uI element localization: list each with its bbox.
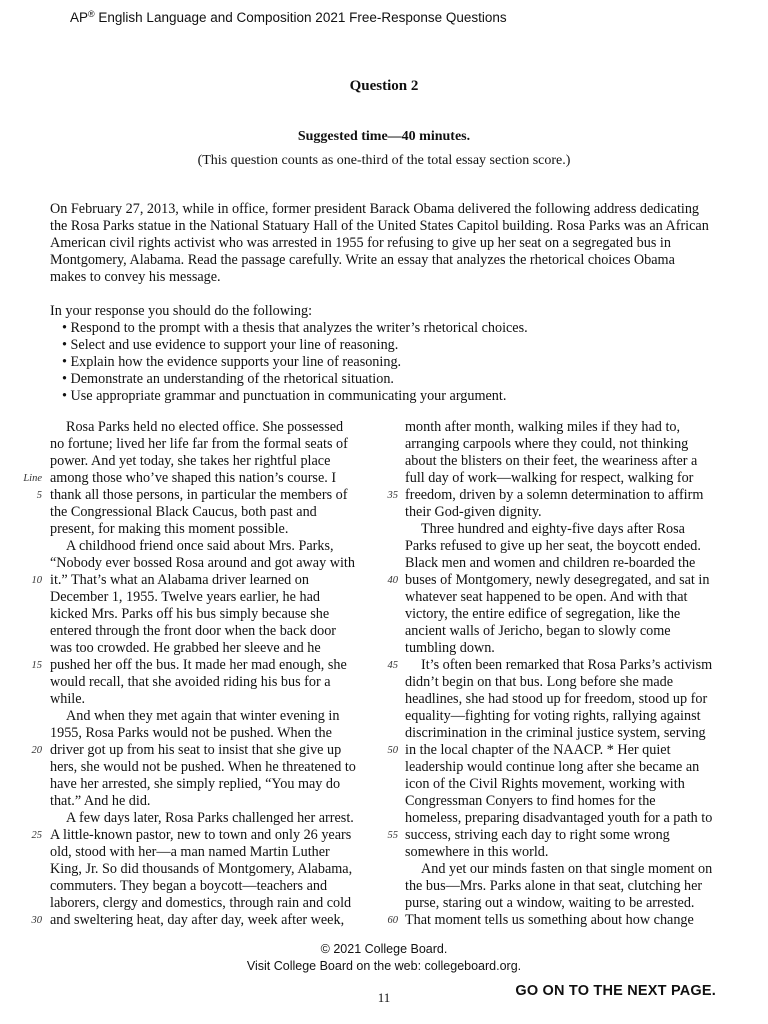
passage-line: kicked Mrs. Parks off his bus simply because she <box>50 606 330 622</box>
passage-line: old, stood with her—a man named Martin Luther <box>50 844 330 860</box>
passage-line: December 1, 1955. Twelve years earlier, he had <box>50 589 320 605</box>
line-number: 20 <box>31 745 42 756</box>
line-number: 5 <box>36 490 42 501</box>
passage-line: equality—fighting for voting rights, rallying against <box>405 708 701 724</box>
line-number: 35 <box>387 490 398 501</box>
instructions <box>50 303 720 405</box>
instruction-item: • Use appropriate grammar and punctuation in communicating your argument. <box>62 388 720 405</box>
registered-mark: ® <box>88 9 95 19</box>
passage-line: success, striving each day to right some wrong <box>405 827 670 843</box>
passage-line: tumbling down. <box>405 640 495 656</box>
passage-line: about the blisters on their feet, the weariness after a <box>405 453 698 469</box>
copyright: © 2021 College Board. <box>320 942 448 956</box>
instruction-item: • Explain how the evidence supports your line of reasoning. <box>62 354 720 371</box>
passage-line: A little-known pastor, new to town and only 26 years <box>50 827 352 843</box>
passage-line: victory, the entire edifice of segregation, like the <box>405 606 681 622</box>
passage-line: Black men and women and children re-boarded the <box>405 555 696 571</box>
go-on-notice: GO ON TO THE NEXT PAGE. <box>515 983 716 999</box>
passage-line: It’s often been remarked that Rosa Parks’s activism <box>421 657 713 673</box>
score-weight-note: (This question counts as one-third of the total essay section score.) <box>197 153 571 168</box>
passage-line: ancient walls of Jericho, began to slowly come <box>405 623 671 639</box>
passage-line: didn’t begin on that bus. Long before she made <box>405 674 674 690</box>
suggested-time: Suggested time—40 minutes. <box>297 129 471 144</box>
passage-line: icon of the Civil Rights movement, working with <box>405 776 685 792</box>
passage-line: A childhood friend once said about Mrs. Parks, <box>66 538 334 554</box>
header-title: English Language and Composition 2021 Free-Response Questions <box>94 10 507 25</box>
passage-line: the Congressional Black Caucus, both past and <box>50 504 317 520</box>
passage-line: King, Jr. So did thousands of Montgomery, Alabama, <box>50 861 353 877</box>
passage-line: and sweltering heat, day after day, week after week, <box>50 912 345 928</box>
passage-line: Congressman Conyers to find homes for the <box>405 793 656 809</box>
passage-line: headlines, she had stood up for freedom, stood up for <box>405 691 708 707</box>
passage-line: while. <box>50 691 86 707</box>
passage-line: their God-given dignity. <box>405 504 542 520</box>
passage-line: driver got up from his seat to insist that she give up <box>50 742 342 758</box>
line-number: 10 <box>31 575 42 586</box>
passage-line: that.” And he did. <box>50 793 151 809</box>
instructions-lead: In your response you should do the following: <box>50 303 313 319</box>
passage-line: pushed her off the bus. It made her mad enough, she <box>50 657 347 673</box>
instruction-item: • Respond to the prompt with a thesis that analyzes the writer’s rhetorical choices. <box>62 320 720 337</box>
passage-line: That moment tells us something about how change <box>405 912 694 928</box>
header-prefix: AP <box>70 10 89 25</box>
intro-line: On February 27, 2013, while in office, former president Barack Obama delivered the following address dedicating <box>50 201 700 217</box>
passage-line: have her arrested, she simply replied, “You may do <box>50 776 341 792</box>
line-label: Line <box>23 473 42 484</box>
passage-line: in the local chapter of the NAACP. * Her quiet <box>405 742 671 758</box>
passage-line: 1955, Rosa Parks would not be pushed. When the <box>50 725 332 741</box>
line-number: 55 <box>387 830 398 841</box>
passage-line: Parks refused to give up her seat, the boycott ended. <box>405 538 701 554</box>
line-number: 40 <box>387 575 398 586</box>
passage-line: whatever seat happened to be open. And with that <box>405 589 688 605</box>
passage-line: present, for making this moment possible. <box>50 521 289 537</box>
instruction-item: • Select and use evidence to support your line of reasoning. <box>62 337 720 354</box>
passage-line: somewhere in this world. <box>405 844 549 860</box>
passage-line: full day of work—walking for respect, walking for <box>405 470 694 486</box>
intro-line: Montgomery, Alabama. Read the passage carefully. Write an essay that analyzes the rhetorical choices Obama <box>50 252 675 268</box>
passage-column-right <box>405 419 717 929</box>
passage-line: homeless, preparing disadvantaged youth for a path to <box>405 810 713 826</box>
instruction-item: • Demonstrate an understanding of the rhetorical situation. <box>62 371 720 388</box>
passage-line: buses of Montgomery, newly desegregated, and sat in <box>405 572 710 588</box>
passage-line: arranging carpools where they could, not thinking <box>405 436 689 452</box>
prompt-intro <box>50 201 720 286</box>
passage-line: power. And yet today, she takes her rightful place <box>50 453 331 469</box>
passage-line: entered through the front door when the back door <box>50 623 337 639</box>
passage-line: Three hundred and eighty-five days after Rosa <box>421 521 685 537</box>
passage-line: Rosa Parks held no elected office. She possessed <box>66 419 344 435</box>
passage-line: it.” That’s what an Alabama driver learned on <box>50 572 309 588</box>
passage-line: “Nobody ever bossed Rosa around and got away with <box>50 555 355 571</box>
passage-line: freedom, driven by a solemn determination to affirm <box>405 487 704 503</box>
intro-line: makes to convey his message. <box>50 269 221 285</box>
line-number: 30 <box>31 915 42 926</box>
line-number: 50 <box>387 745 398 756</box>
line-number: 25 <box>31 830 42 841</box>
passage-line: would recall, that she avoided riding his bus for a <box>50 674 331 690</box>
page-number: 11 <box>377 990 391 1005</box>
passage-line: And when they met again that winter evening in <box>66 708 340 724</box>
passage-line: no fortune; lived her life far from the formal seats of <box>50 436 348 452</box>
question-title: Question 2 <box>349 78 419 94</box>
passage-line: month after month, walking miles if they had to, <box>405 419 681 435</box>
passage-line: leadership would continue long after she became an <box>405 759 700 775</box>
passage-line: the bus—Mrs. Parks alone in that seat, clutching her <box>405 878 703 894</box>
intro-line: the Rosa Parks statue in the National Statuary Hall of the United States Capitol building. Rosa Parks was an African <box>50 218 709 234</box>
passage-line: discrimination in the criminal justice system, serving <box>405 725 706 741</box>
passage-line: thank all those persons, in particular the members of <box>50 487 348 503</box>
passage-line: hers, she would not be pushed. When he threatened to <box>50 759 356 775</box>
line-number: 45 <box>387 660 398 671</box>
passage-line: laborers, clergy and domestics, through rain and cold <box>50 895 352 911</box>
passage-line: purse, staring out a window, waiting to be arrested. <box>405 895 695 911</box>
instructions-list <box>50 320 720 405</box>
passage-line: commuters. They began a boycott—teachers and <box>50 878 328 894</box>
line-number: 60 <box>387 915 398 926</box>
intro-line: American civil rights activist who was arrested in 1955 for refusing to give up her seat on a segregated bus in <box>50 235 671 251</box>
passage-line: A few days later, Rosa Parks challenged her arrest. <box>66 810 354 826</box>
passage-line: among those who’ve shaped this nation’s course. I <box>50 470 337 486</box>
line-number: 15 <box>31 660 42 671</box>
passage-line: was too crowded. He grabbed her sleeve and he <box>50 640 321 656</box>
page-header <box>70 9 507 25</box>
passage-column-left <box>50 419 362 929</box>
passage-line: And yet our minds fasten on that single moment on <box>421 861 713 877</box>
website-note: Visit College Board on the web: collegeboard.org. <box>246 959 522 973</box>
